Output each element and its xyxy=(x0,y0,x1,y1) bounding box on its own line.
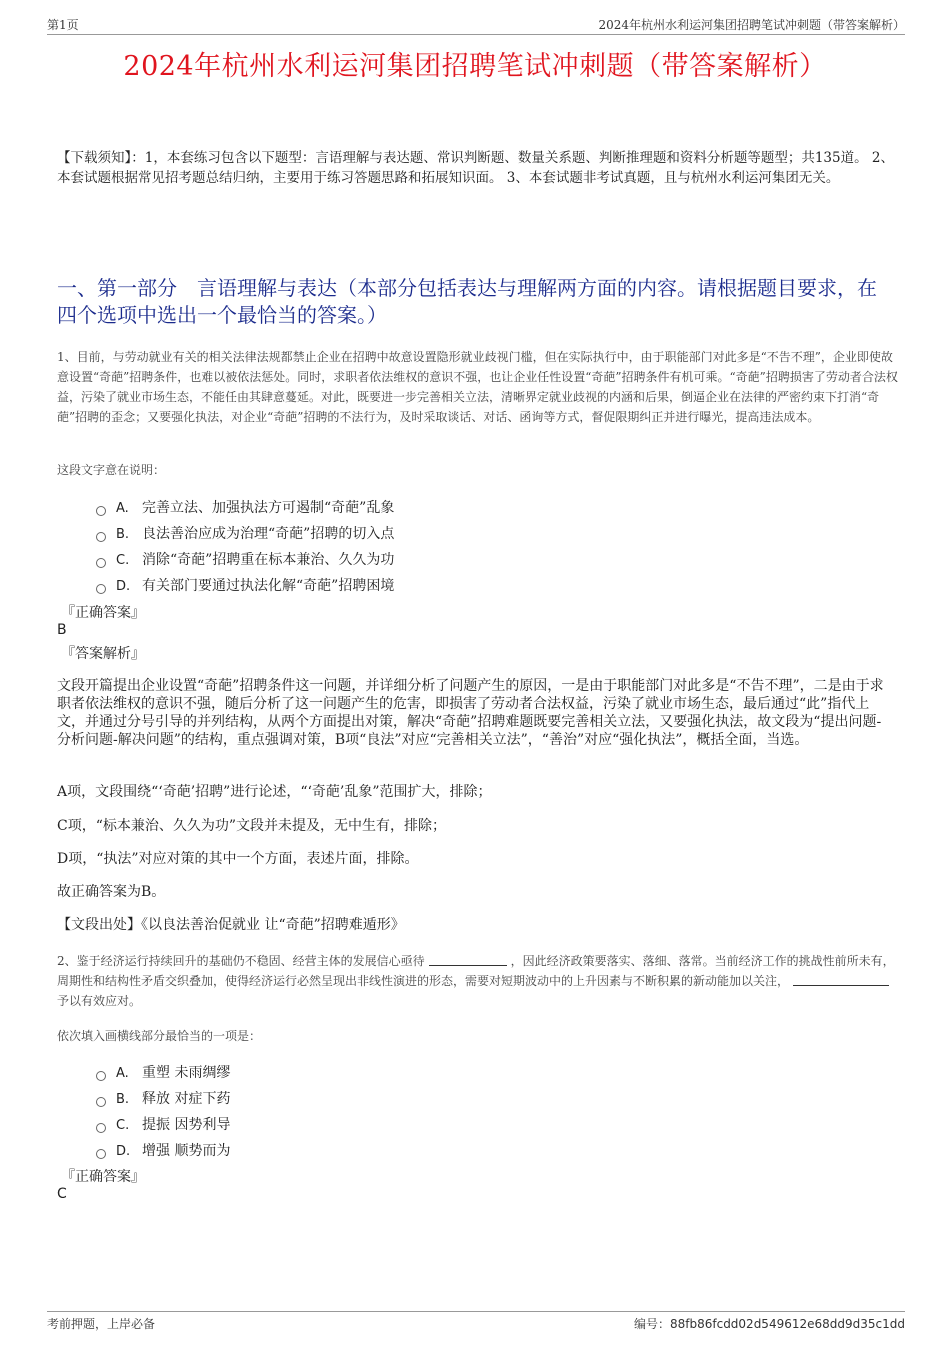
question-1-prompt: 这段文字意在说明： xyxy=(57,463,166,477)
page-number: 第1页 xyxy=(47,18,79,32)
code-value: 88fb86fcdd02d549612e68dd9d35c1dd xyxy=(669,1317,905,1331)
radio-icon[interactable] xyxy=(96,506,106,516)
footer-slogan: 考前押题，上岸必备 xyxy=(47,1317,156,1331)
option-c[interactable] xyxy=(96,1114,230,1134)
radio-icon[interactable] xyxy=(96,1071,106,1081)
answer-label: 『正确答案』 xyxy=(61,1169,145,1185)
option-text: 释放 对症下药 xyxy=(142,1091,231,1107)
question-2-text xyxy=(57,951,900,1011)
option-a[interactable] xyxy=(96,497,394,517)
analysis-label: 『答案解析』 xyxy=(61,646,145,662)
option-letter: B. xyxy=(116,1092,130,1107)
question-2-text-part: 予以有效应对。 xyxy=(57,994,142,1008)
option-d[interactable] xyxy=(96,575,394,595)
radio-icon[interactable] xyxy=(96,584,106,594)
section-heading: 一、第一部分 言语理解与表达（本部分包括表达与理解两方面的内容。请根据题目要求，在四个选项中选出一个最恰当的答案。） xyxy=(57,276,877,327)
page-footer xyxy=(47,1311,905,1340)
option-letter: A. xyxy=(116,1066,129,1081)
analysis-conclusion: 故正确答案为B。 xyxy=(57,884,166,900)
option-text: 良法善治应成为治理“奇葩”招聘的切入点 xyxy=(142,526,395,542)
option-d[interactable] xyxy=(96,1140,230,1160)
option-text: 增强 顺势而为 xyxy=(142,1143,231,1159)
question-2-text-part: ，因此经济政策要落实、落细、落常。当前经济工作的挑战性前所未有，周期性和结构性矛盾交织叠加，使得经济运行必然呈现出非线性演进的形态，需要对短期波动中的上升因素与不断积累的新动能加以关注， xyxy=(57,954,895,988)
option-letter: A. xyxy=(116,501,129,516)
option-letter: D. xyxy=(116,579,131,594)
option-text: 有关部门要通过执法化解“奇葩”招聘困境 xyxy=(142,578,395,594)
option-a[interactable] xyxy=(96,1062,230,1082)
option-text: 完善立法、加强执法方可遏制“奇葩”乱象 xyxy=(142,500,395,516)
option-b[interactable] xyxy=(96,523,394,543)
answer-value: B xyxy=(57,622,67,638)
question-2-prompt: 依次填入画横线部分最恰当的一项是： xyxy=(57,1029,262,1043)
header-doc-title: 2024年杭州水利运河集团招聘笔试冲刺题（带答案解析） xyxy=(598,18,905,32)
page-header xyxy=(47,14,905,35)
document-title: 2024年杭州水利运河集团招聘笔试冲刺题（带答案解析） xyxy=(123,51,827,82)
fill-blank xyxy=(429,953,507,966)
analysis-text: 文段开篇提出企业设置“奇葩”招聘条件这一问题，并详细分析了问题产生的原因，一是由于职能部门对此多是“不告不理”，二是由于求职者依法维权的意识不强，随后分析了这一问题产生的危害，即损害了劳动者合法权益，污染了就业市场生态，最后通过“此”指代上文，并通过分号引导的并列结构，从两个方面提出对策，解决“奇葩”招聘难题既要完善相关立法，又要强化执法，故文段为“提出问题-分析问题-解决问题”的结构，重点强调对策，B项“良法”对应“完善相关立法”，“善治”对应“强化执法”，概括全面，当选。 xyxy=(57,678,884,748)
answer-label: 『正确答案』 xyxy=(61,605,145,621)
download-notice: 【下载须知】：1，本套练习包含以下题型：言语理解与表达题、常识判断题、数量关系题、判断推理题和资料分析题等题型；共135道。 2、本套试题根据常见招考题总结归纳，主要用于练习答题思路和拓展知识面。 3、本套试题非考试真题，且与杭州水利运河集团无关。 xyxy=(57,150,894,186)
option-text: 重塑 未雨绸缪 xyxy=(142,1065,231,1081)
question-2-text-part: 2、鉴于经济运行持续回升的基础仍不稳固、经营主体的发展信心亟待 xyxy=(57,954,425,968)
answer-value: C xyxy=(57,1186,67,1202)
option-text: 提振 因势利导 xyxy=(142,1117,231,1133)
option-letter: C. xyxy=(116,1118,130,1133)
option-text: 消除“奇葩”招聘重在标本兼治、久久为功 xyxy=(142,552,395,568)
footer-code xyxy=(634,1315,905,1332)
radio-icon[interactable] xyxy=(96,1123,106,1133)
analysis-option-c: C项，“标本兼治、久久为功”文段并未提及，无中生有，排除； xyxy=(57,818,447,834)
fill-blank xyxy=(793,973,889,986)
analysis-option-d: D项，“执法”对应对策的其中一个方面，表述片面，排除。 xyxy=(57,851,419,867)
option-letter: B. xyxy=(116,527,130,542)
option-b[interactable] xyxy=(96,1088,230,1108)
code-label: 编号： xyxy=(633,1317,670,1331)
option-c[interactable] xyxy=(96,549,394,569)
radio-icon[interactable] xyxy=(96,532,106,542)
option-letter: C. xyxy=(116,553,130,568)
radio-icon[interactable] xyxy=(96,1149,106,1159)
radio-icon[interactable] xyxy=(96,1097,106,1107)
question-1-text: 1、目前，与劳动就业有关的相关法律法规都禁止企业在招聘中故意设置隐形就业歧视门槛，但在实际执行中，由于职能部门对此多是“不告不理”，企业即使故意设置“奇葩”招聘条件，也难以被依法惩处。同时，求职者依法维权的意识不强，也让企业任性设置“奇葩”招聘条件有机可乘。“奇葩”招聘损害了劳动者合法权益，污染了就业市场生态，不能任由其肆意蔓延。对此，既要进一步完善相关立法，清晰界定就业歧视的内涵和后果，倒逼企业在法律的严密约束下打消“奇葩”招聘的歪念；又要强化执法，对企业“奇葩”招聘的不法行为，及时采取谈话、对话、函询等方式，督促限期纠正并进行曝光，提高违法成本。 xyxy=(57,350,898,424)
radio-icon[interactable] xyxy=(96,558,106,568)
analysis-option-a: A项，文段围绕“‘奇葩’招聘”进行论述，“‘奇葩’乱象”范围扩大，排除； xyxy=(57,784,492,800)
option-letter: D. xyxy=(116,1144,131,1159)
passage-source: 【文段出处】《以良法善治促就业 让“奇葩”招聘难遁形》 xyxy=(57,917,405,933)
